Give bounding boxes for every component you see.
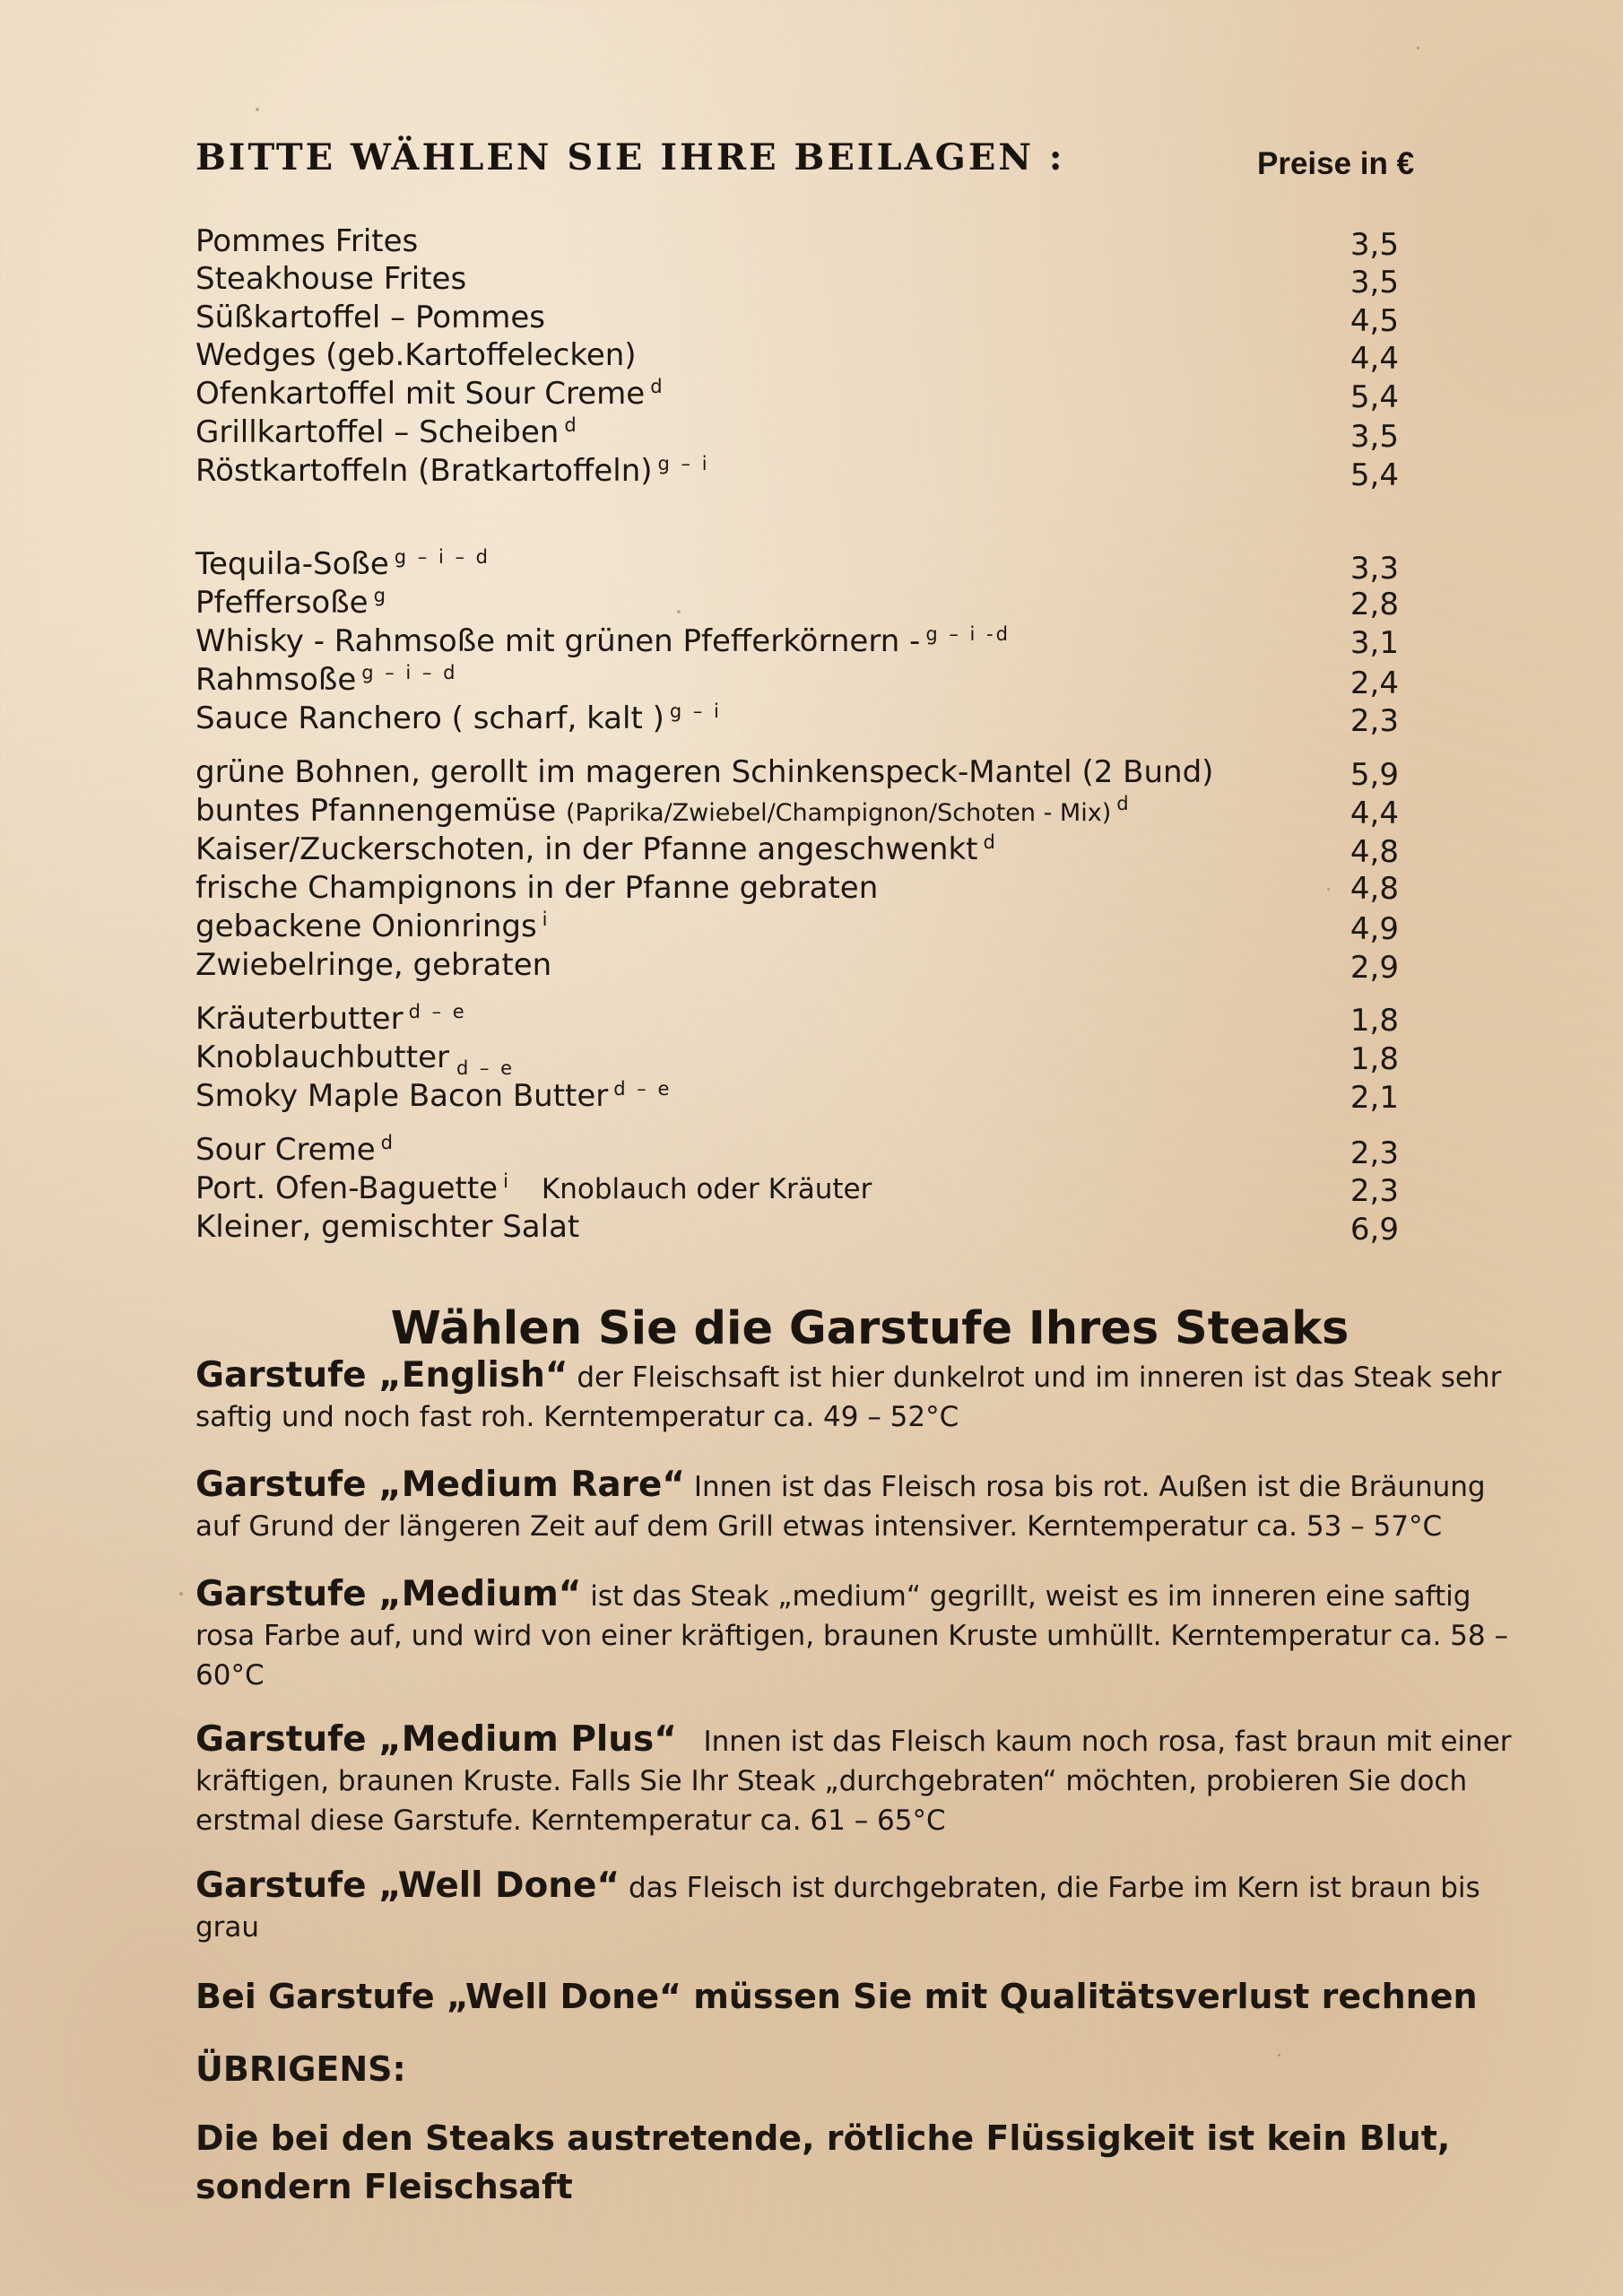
menu-item-name: Knoblauchbutter $_{d - e}$ [195,1039,516,1079]
menu-item-name: Grillkartoffel – Scheiben $^d$ [195,413,579,450]
menu-item-name: Kaiser/Zuckerschoten, in der Pfanne angeschwenkt $^d$ [195,831,998,867]
menu-item-price: 3,1 [1350,625,1399,661]
menu-item-name: Wedges (geb.Kartoffelecken) [195,337,637,373]
paper-speck [256,108,259,111]
paper-speck [677,610,681,613]
menu-item-name: Kräuterbutter $^{d - e}$ [195,1000,467,1037]
allergen-codes: g – i [657,452,710,474]
menu-item-price: 2,1 [1350,1080,1399,1116]
menu-item-name: buntes Pfannengemüse (Paprika/Zwiebel/Champignon/Schoten - Mix) $^d$ [195,792,1132,829]
uebrigens-label: ÜBRIGENS: [195,2049,406,2089]
menu-item-price: 5,4 [1350,457,1399,493]
allergen-codes: d [983,831,998,853]
menu-item-name: Port. Ofen-Baguette $^i$ Knoblauch oder Kräuter [195,1170,872,1206]
menu-item-price: 3,5 [1350,265,1399,300]
menu-item-price: 5,9 [1350,757,1399,793]
menu-item-name: Kleiner, gemischter Salat [195,1209,580,1245]
menu-item-price: 1,8 [1350,1003,1399,1039]
menu-item-price: 2,9 [1350,950,1399,986]
garstufe-english [195,1356,1523,1437]
menu-item-price: 2,3 [1350,1173,1399,1209]
allergen-codes: g – i -d [925,622,1011,645]
paper-speck [1278,2054,1280,2057]
menu-item-name: Steakhouse Frites [195,261,467,297]
menu-item-price: 4,5 [1350,303,1399,339]
menu-item-price: 4,9 [1350,911,1399,947]
menu-item-name: grüne Bohnen, gerollt im mageren Schinkenspeck-Mantel (2 Bund) [195,754,1214,790]
menu-item-name: Röstkartoffeln (Bratkartoffeln) $^{g - i}$ [195,452,710,489]
menu-item-price: 3,5 [1350,227,1399,263]
menu-item-price: 3,3 [1350,551,1399,587]
menu-item-price: 4,8 [1350,834,1399,870]
page-title: BITTE WÄHLEN SIE IHRE BEILAGEN : [195,136,1065,178]
paper-speck [1327,888,1330,891]
garstufe-description: Innen ist das Fleisch rosa bis rot. Außen ist die Bräunung auf Grund der längeren Zeit auf dem Grill etwas intensiver. Kerntemperatur ca. 53 – 57°C [195,1471,1486,1543]
closing-note: Die bei den Steaks austretende, rötliche Flüssigkeit ist kein Blut, sondern Fleischsaft [195,2118,1451,2206]
allergen-codes: d [380,1131,395,1153]
allergen-codes: d [1116,792,1132,814]
menu-item-note: Knoblauch oder Kräuter [541,1173,872,1205]
menu-item-name: Ofenkartoffel mit Sour Creme $^d$ [195,375,665,412]
garstufe-description: der Fleischsaft ist hier dunkelrot und im inneren ist das Steak sehr saftig und noch fast roh. Kerntemperatur ca. 49 – 52°C [195,1361,1502,1433]
allergen-codes: g – i [669,700,722,722]
prices-label: Preise in € [1257,146,1415,181]
allergen-codes: g – i – d [394,545,490,568]
menu-item-name: Sauce Ranchero ( scharf, kalt ) $^{g - i}$ [195,700,722,736]
menu-item-price: 2,8 [1350,587,1399,622]
menu-item-price: 2,3 [1350,1135,1399,1171]
menu-item-price: 1,8 [1350,1041,1399,1077]
menu-item-name: Rahmsoße $^{g - i - d}$ [195,661,458,698]
allergen-codes: i [503,1170,511,1192]
menu-item-price: 4,4 [1350,341,1399,377]
menu-item-price: 3,5 [1350,419,1399,455]
menu-item-price: 5,4 [1350,379,1399,415]
garstufe-medium-rare [195,1465,1523,1546]
allergen-codes: d – e [613,1077,673,1100]
garstufe-well-done [195,1866,1523,1947]
menu-item-name: frische Champignons in der Pfanne gebraten [195,870,879,906]
garstufe-medium-plus [195,1720,1523,1840]
menu-item-price: 4,4 [1350,796,1399,831]
well-done-warning: Bei Garstufe „Well Done“ müssen Sie mit Qualitätsverlust rechnen [195,1977,1478,2016]
menu-item-name: Tequila-Soße $^{g - i - d}$ [195,545,490,582]
allergen-codes: d [564,413,579,436]
allergen-codes: g [373,584,388,606]
allergen-codes: d [650,375,665,397]
garstufe-term: Garstufe „English“ [195,1355,568,1396]
menu-item-name: Smoky Maple Bacon Butter $^{d - e}$ [195,1077,673,1114]
menu-item-name: Pfeffersoße $^g$ [195,584,388,621]
garstufe-term: Garstufe „Medium Rare“ [195,1465,685,1505]
menu-item-price: 4,8 [1350,871,1399,907]
menu-item-price: 2,3 [1350,703,1399,739]
menu-item-note: (Paprika/Zwiebel/Champignon/Schoten - Mix) [565,799,1112,827]
menu-item-name: Whisky - Rahmsoße mit grünen Pfefferkörnern - $^{g - i -d}$ [195,622,1011,659]
menu-item-name: gebackene Onionrings $^i$ [195,908,551,944]
allergen-codes: i [542,908,551,930]
garstufe-term: Garstufe „Medium Plus“ [195,1719,677,1760]
garstufe-description: das Fleisch ist durchgebraten, die Farbe im Kern ist braun bis grau [195,1872,1480,1944]
garstufe-heading: Wählen Sie die Garstufe Ihres Steaks [390,1302,1350,1355]
allergen-codes: d – e [456,1057,516,1079]
menu-item-name: Zwiebelringe, gebraten [195,947,552,983]
paper-speck [1417,47,1419,49]
menu-item-price: 2,4 [1350,665,1399,701]
garstufe-term: Garstufe „Well Done“ [195,1866,621,1906]
garstufe-description: ist das Steak „medium“ gegrillt, weist es im inneren eine saftig rosa Farbe auf, und wird von einer kräftigen, braunen Kruste umhüllt. Kerntemperatur ca. 58 – 60°C [195,1580,1508,1692]
menu-item-name: Süßkartoffel – Pommes [195,300,545,335]
allergen-codes: g – i – d [361,661,458,683]
allergen-codes: d – e [408,1000,467,1022]
menu-item-price: 6,9 [1350,1212,1399,1248]
garstufe-term: Garstufe „Medium“ [195,1574,582,1614]
garstufe-description: Innen ist das Fleisch kaum noch rosa, fast braun mit einer kräftigen, braunen Kruste. Falls Sie Ihr Steak „durchgebraten“ möchten, probieren Sie doch erstmal diese Garstufe. Kerntemperatur ca. 61 – 65°C [195,1726,1521,1837]
menu-item-name: Sour Creme $^d$ [195,1131,395,1168]
menu-item-name: Pommes Frites [195,223,419,259]
garstufe-medium [195,1575,1523,1695]
paper-speck [179,1592,183,1596]
